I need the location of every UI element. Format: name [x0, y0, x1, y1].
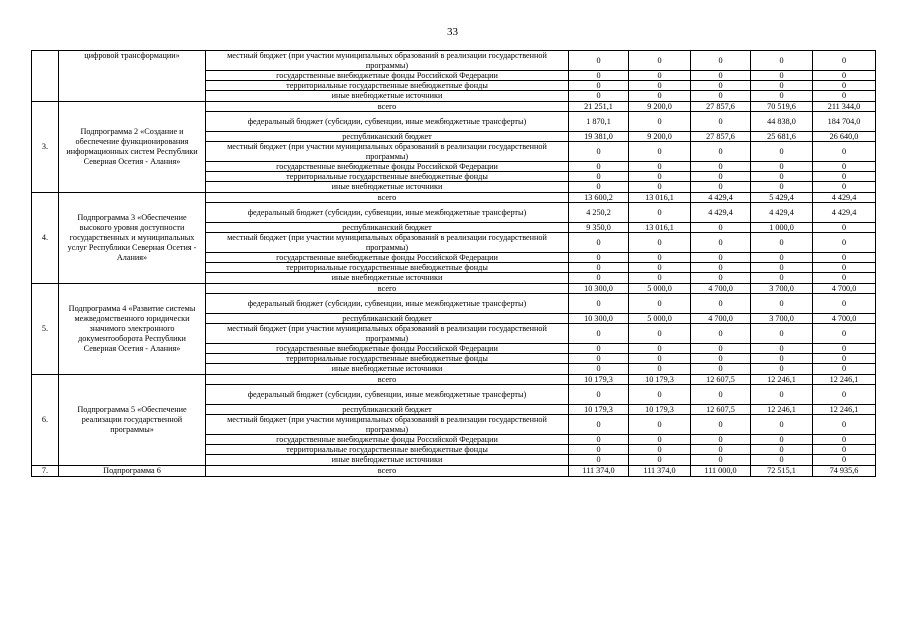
amount-cell: 0	[569, 162, 629, 172]
amount-cell: 0	[751, 233, 813, 253]
amount-cell: 0	[691, 263, 751, 273]
funding-source-cell: государственные внебюджетные фонды Российской Федерации	[206, 162, 569, 172]
amount-cell: 0	[569, 51, 629, 71]
amount-cell: 0	[629, 233, 691, 253]
amount-cell: 0	[691, 435, 751, 445]
amount-cell: 21 251,1	[569, 101, 629, 111]
amount-cell: 0	[569, 364, 629, 374]
amount-cell: 12 246,1	[751, 374, 813, 384]
page-number: 33	[447, 26, 458, 38]
amount-cell: 0	[629, 384, 691, 404]
amount-cell: 111 374,0	[569, 465, 629, 476]
amount-cell: 0	[751, 253, 813, 263]
amount-cell: 0	[751, 455, 813, 465]
amount-cell: 184 704,0	[813, 111, 876, 131]
amount-cell: 0	[691, 384, 751, 404]
funding-source-cell: государственные внебюджетные фонды Российской Федерации	[206, 71, 569, 81]
row-number-cell: 5.	[32, 283, 59, 374]
amount-cell: 0	[569, 384, 629, 404]
amount-cell: 0	[629, 81, 691, 91]
amount-cell: 12 607,5	[691, 374, 751, 384]
amount-cell: 9 200,0	[629, 131, 691, 141]
funding-source-cell: иные внебюджетные источники	[206, 364, 569, 374]
amount-cell: 0	[629, 182, 691, 192]
amount-cell: 0	[813, 81, 876, 91]
amount-cell: 12 246,1	[751, 404, 813, 414]
amount-cell: 0	[813, 162, 876, 172]
amount-cell: 4 700,0	[813, 313, 876, 323]
amount-cell: 0	[691, 364, 751, 374]
amount-cell: 19 381,0	[569, 131, 629, 141]
amount-cell: 0	[629, 253, 691, 263]
amount-cell: 0	[569, 435, 629, 445]
amount-cell: 0	[691, 162, 751, 172]
amount-cell: 0	[629, 344, 691, 354]
amount-cell: 0	[751, 182, 813, 192]
amount-cell: 0	[569, 172, 629, 182]
amount-cell: 0	[813, 172, 876, 182]
amount-cell: 74 935,6	[813, 465, 876, 476]
amount-cell: 0	[813, 435, 876, 445]
amount-cell: 0	[813, 263, 876, 273]
subprogram-name-cell: Подпрограмма 2 «Создание и обеспечение функционирования информационных систем Республики Северная Осетия - Алания»	[59, 101, 206, 192]
amount-cell: 0	[691, 71, 751, 81]
amount-cell: 0	[691, 445, 751, 455]
amount-cell: 0	[569, 233, 629, 253]
amount-cell: 9 350,0	[569, 222, 629, 232]
funding-source-cell: местный бюджет (при участии муниципальных образований в реализации государственной программы)	[206, 51, 569, 71]
amount-cell: 0	[691, 354, 751, 364]
amount-cell: 27 857,6	[691, 131, 751, 141]
row-number-cell: 4.	[32, 192, 59, 283]
amount-cell: 211 344,0	[813, 101, 876, 111]
amount-cell: 4 429,4	[813, 192, 876, 202]
funding-source-cell: государственные внебюджетные фонды Российской Федерации	[206, 344, 569, 354]
amount-cell: 4 700,0	[813, 283, 876, 293]
amount-cell: 0	[691, 81, 751, 91]
table-body	[32, 51, 876, 477]
amount-cell: 0	[751, 384, 813, 404]
amount-cell: 0	[691, 455, 751, 465]
amount-cell: 10 179,3	[569, 404, 629, 414]
funding-source-cell: всего	[206, 192, 569, 202]
amount-cell: 0	[813, 273, 876, 283]
amount-cell: 1 000,0	[751, 222, 813, 232]
amount-cell: 70 519,6	[751, 101, 813, 111]
amount-cell: 0	[813, 233, 876, 253]
amount-cell: 0	[751, 162, 813, 172]
amount-cell: 0	[569, 81, 629, 91]
amount-cell: 0	[691, 273, 751, 283]
amount-cell: 0	[629, 172, 691, 182]
amount-cell: 25 681,6	[751, 131, 813, 141]
amount-cell: 10 179,3	[569, 374, 629, 384]
amount-cell: 0	[629, 324, 691, 344]
amount-cell: 0	[813, 445, 876, 455]
amount-cell: 0	[751, 142, 813, 162]
funding-source-cell: всего	[206, 101, 569, 111]
funding-table	[31, 50, 876, 477]
amount-cell: 0	[813, 293, 876, 313]
funding-source-cell: территориальные государственные внебюджетные фонды	[206, 263, 569, 273]
amount-cell: 0	[813, 384, 876, 404]
amount-cell: 4 700,0	[691, 313, 751, 323]
amount-cell: 0	[569, 445, 629, 455]
amount-cell: 13 016,1	[629, 222, 691, 232]
amount-cell: 3 700,0	[751, 313, 813, 323]
amount-cell: 0	[629, 263, 691, 273]
amount-cell: 0	[569, 415, 629, 435]
table-row	[32, 283, 876, 293]
row-number-cell: 6.	[32, 374, 59, 465]
funding-source-cell: территориальные государственные внебюджетные фонды	[206, 81, 569, 91]
amount-cell: 10 179,3	[629, 404, 691, 414]
amount-cell: 0	[629, 91, 691, 101]
amount-cell: 0	[751, 51, 813, 71]
funding-source-cell: республиканский бюджет	[206, 131, 569, 141]
amount-cell: 10 179,3	[629, 374, 691, 384]
funding-source-cell: республиканский бюджет	[206, 404, 569, 414]
amount-cell: 0	[813, 182, 876, 192]
funding-source-cell: федеральный бюджет (субсидии, субвенции, иные межбюджетные трансферты)	[206, 111, 569, 131]
funding-source-cell: иные внебюджетные источники	[206, 182, 569, 192]
funding-source-cell: территориальные государственные внебюджетные фонды	[206, 354, 569, 364]
amount-cell: 4 429,4	[691, 192, 751, 202]
amount-cell: 0	[813, 91, 876, 101]
amount-cell: 5 000,0	[629, 283, 691, 293]
amount-cell: 0	[691, 91, 751, 101]
amount-cell: 0	[569, 344, 629, 354]
amount-cell: 0	[751, 435, 813, 445]
amount-cell: 0	[691, 324, 751, 344]
amount-cell: 0	[569, 293, 629, 313]
amount-cell: 44 838,0	[751, 111, 813, 131]
amount-cell: 0	[813, 253, 876, 263]
amount-cell: 3 700,0	[751, 283, 813, 293]
amount-cell: 12 607,5	[691, 404, 751, 414]
amount-cell: 0	[813, 455, 876, 465]
funding-source-cell: местный бюджет (при участии муниципальных образований в реализации государственной программы)	[206, 324, 569, 344]
amount-cell: 0	[629, 51, 691, 71]
amount-cell: 0	[629, 71, 691, 81]
amount-cell: 0	[629, 435, 691, 445]
funding-source-cell: республиканский бюджет	[206, 313, 569, 323]
amount-cell: 0	[691, 172, 751, 182]
amount-cell: 0	[813, 51, 876, 71]
funding-source-cell: федеральный бюджет (субсидии, субвенции, иные межбюджетные трансферты)	[206, 202, 569, 222]
amount-cell: 4 429,4	[751, 202, 813, 222]
row-number-cell: 3.	[32, 101, 59, 192]
amount-cell: 0	[569, 91, 629, 101]
amount-cell: 0	[751, 445, 813, 455]
amount-cell: 0	[691, 415, 751, 435]
amount-cell: 10 300,0	[569, 283, 629, 293]
amount-cell: 0	[629, 445, 691, 455]
row-number-cell: 7.	[32, 465, 59, 476]
funding-source-cell: всего	[206, 374, 569, 384]
amount-cell: 0	[691, 51, 751, 71]
amount-cell: 0	[629, 455, 691, 465]
table-row	[32, 101, 876, 111]
amount-cell: 10 300,0	[569, 313, 629, 323]
amount-cell: 0	[569, 253, 629, 263]
funding-source-cell: территориальные государственные внебюджетные фонды	[206, 445, 569, 455]
funding-source-cell: всего	[206, 465, 569, 476]
amount-cell: 1 870,1	[569, 111, 629, 131]
table-row	[32, 51, 876, 71]
amount-cell: 13 016,1	[629, 192, 691, 202]
amount-cell: 0	[629, 202, 691, 222]
amount-cell: 0	[569, 324, 629, 344]
amount-cell: 0	[691, 344, 751, 354]
amount-cell: 0	[691, 222, 751, 232]
amount-cell: 0	[813, 71, 876, 81]
amount-cell: 0	[751, 415, 813, 435]
amount-cell: 0	[813, 222, 876, 232]
amount-cell: 0	[691, 111, 751, 131]
amount-cell: 0	[751, 344, 813, 354]
amount-cell: 26 640,0	[813, 131, 876, 141]
amount-cell: 0	[629, 273, 691, 283]
amount-cell: 0	[813, 364, 876, 374]
amount-cell: 0	[569, 273, 629, 283]
subprogram-name-cell: Подпрограмма 5 «Обеспечение реализации государственной программы»	[59, 374, 206, 465]
amount-cell: 0	[751, 172, 813, 182]
amount-cell: 27 857,6	[691, 101, 751, 111]
subprogram-name-cell: Подпрограмма 3 «Обеспечение высокого уровня доступности государственных и муниципальных услуг Республики Северная Осетия - Алания»	[59, 192, 206, 283]
amount-cell: 111 000,0	[691, 465, 751, 476]
funding-source-cell: иные внебюджетные источники	[206, 455, 569, 465]
amount-cell: 72 515,1	[751, 465, 813, 476]
subprogram-name-cell: Подпрограмма 6	[59, 465, 206, 476]
funding-source-cell: местный бюджет (при участии муниципальных образований в реализации государственной программы)	[206, 415, 569, 435]
amount-cell: 0	[629, 162, 691, 172]
subprogram-name-cell: цифровой трансформации»	[59, 51, 206, 102]
amount-cell: 4 700,0	[691, 283, 751, 293]
amount-cell: 0	[629, 111, 691, 131]
amount-cell: 0	[751, 71, 813, 81]
amount-cell: 4 429,4	[813, 202, 876, 222]
amount-cell: 0	[751, 293, 813, 313]
funding-source-cell: федеральный бюджет (субсидии, субвенции, иные межбюджетные трансферты)	[206, 293, 569, 313]
funding-source-cell: иные внебюджетные источники	[206, 91, 569, 101]
subprogram-name-cell: Подпрограмма 4 «Развитие системы межведомственного юридически значимого электронного документооборота Республики Северная Осетия - Алания»	[59, 283, 206, 374]
funding-source-cell: федеральный бюджет (субсидии, субвенции, иные межбюджетные трансферты)	[206, 384, 569, 404]
amount-cell: 0	[691, 182, 751, 192]
amount-cell: 111 374,0	[629, 465, 691, 476]
amount-cell: 0	[751, 263, 813, 273]
amount-cell: 0	[813, 415, 876, 435]
funding-source-cell: государственные внебюджетные фонды Российской Федерации	[206, 253, 569, 263]
amount-cell: 0	[751, 91, 813, 101]
amount-cell: 9 200,0	[629, 101, 691, 111]
amount-cell: 0	[751, 364, 813, 374]
amount-cell: 0	[691, 233, 751, 253]
amount-cell: 13 600,2	[569, 192, 629, 202]
amount-cell: 0	[569, 71, 629, 81]
amount-cell: 0	[629, 364, 691, 374]
amount-cell: 0	[751, 81, 813, 91]
amount-cell: 0	[751, 354, 813, 364]
amount-cell: 0	[691, 142, 751, 162]
amount-cell: 5 429,4	[751, 192, 813, 202]
amount-cell: 0	[569, 182, 629, 192]
amount-cell: 0	[691, 293, 751, 313]
amount-cell: 0	[813, 142, 876, 162]
funding-source-cell: территориальные государственные внебюджетные фонды	[206, 172, 569, 182]
amount-cell: 12 246,1	[813, 404, 876, 414]
funding-source-cell: иные внебюджетные источники	[206, 273, 569, 283]
amount-cell: 0	[569, 354, 629, 364]
amount-cell: 0	[569, 455, 629, 465]
table-row	[32, 192, 876, 202]
amount-cell: 0	[751, 324, 813, 344]
amount-cell: 0	[629, 142, 691, 162]
amount-cell: 0	[691, 253, 751, 263]
amount-cell: 0	[813, 354, 876, 364]
amount-cell: 4 429,4	[691, 202, 751, 222]
amount-cell: 0	[569, 142, 629, 162]
amount-cell: 0	[813, 344, 876, 354]
table-row	[32, 465, 876, 476]
amount-cell: 0	[813, 324, 876, 344]
amount-cell: 0	[629, 354, 691, 364]
amount-cell: 0	[629, 415, 691, 435]
amount-cell: 0	[569, 263, 629, 273]
funding-source-cell: государственные внебюджетные фонды Российской Федерации	[206, 435, 569, 445]
funding-source-cell: республиканский бюджет	[206, 222, 569, 232]
amount-cell: 12 246,1	[813, 374, 876, 384]
amount-cell: 0	[629, 293, 691, 313]
funding-source-cell: всего	[206, 283, 569, 293]
amount-cell: 4 250,2	[569, 202, 629, 222]
table-row	[32, 374, 876, 384]
funding-source-cell: местный бюджет (при участии муниципальных образований в реализации государственной программы)	[206, 233, 569, 253]
amount-cell: 0	[751, 273, 813, 283]
row-number-cell	[32, 51, 59, 102]
funding-source-cell: местный бюджет (при участии муниципальных образований в реализации государственной программы)	[206, 142, 569, 162]
amount-cell: 5 000,0	[629, 313, 691, 323]
